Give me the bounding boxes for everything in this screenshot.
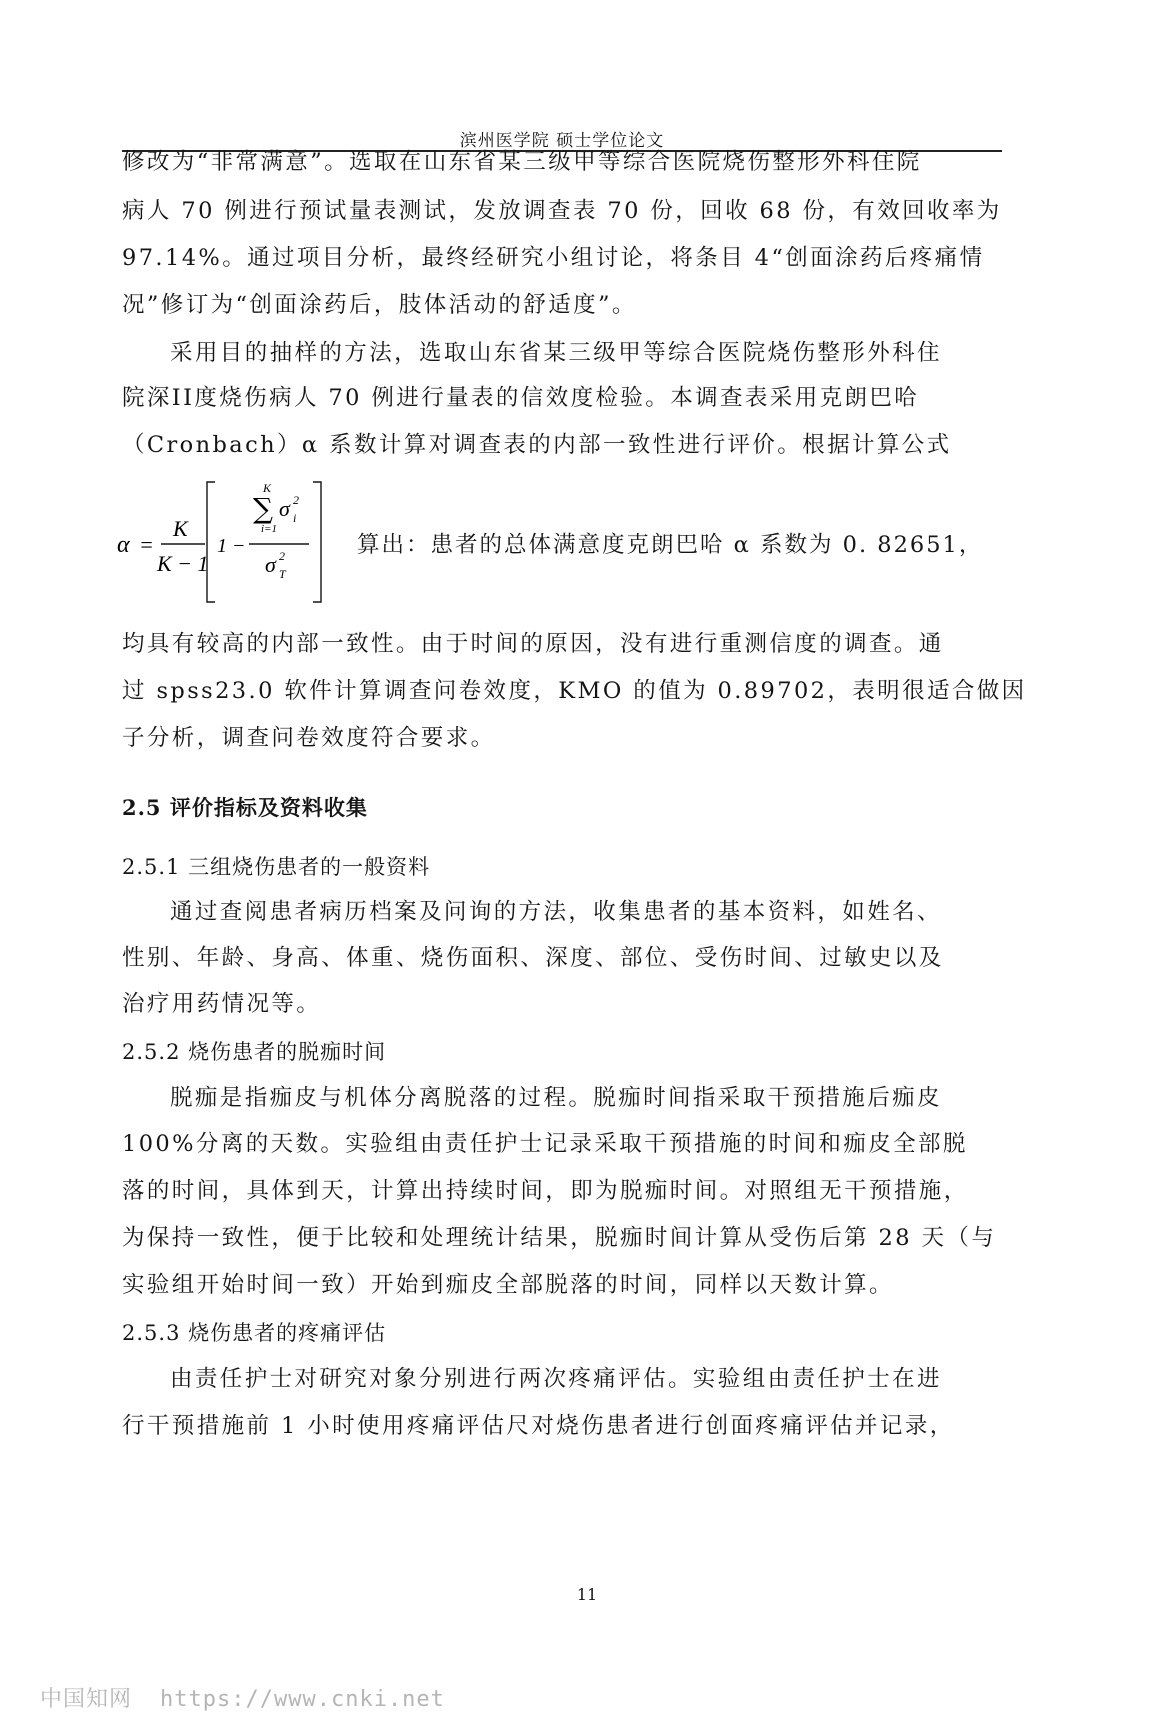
body-line: 落的时间，具体到天，计算出持续时间，即为脱痂时间。对照组无干预措施，	[122, 1178, 969, 1204]
body-line: 97.14%。通过项目分析，最终经研究小组讨论，将条目 4“创面涂药后疼痛情	[122, 245, 985, 271]
body-line: 子分析，调查问卷效度符合要求。	[122, 725, 496, 751]
svg-text:∑: ∑	[253, 492, 273, 525]
subsection-heading: 2.5.1 三组烧伤患者的一般资料	[122, 855, 431, 879]
body-line: 采用目的抽样的方法，选取山东省某三级甲等综合医院烧伤整形外科住	[170, 340, 942, 366]
body-line: 病人 70 例进行预试量表测试，发放调查表 70 份，回收 68 份，有效回收率为	[122, 198, 1002, 224]
svg-text:T: T	[279, 567, 286, 581]
body-line: 脱痂是指痂皮与机体分离脱落的过程。脱痂时间指采取干预措施后痂皮	[170, 1085, 942, 1111]
sum-upper-limit: K	[263, 481, 272, 495]
sum-lower-limit: i=1	[261, 523, 277, 535]
body-line: 均具有较高的内部一致性。由于时间的原因，没有进行重测信度的调查。通	[122, 631, 944, 657]
body-line: 过 spss23.0 软件计算调查问卷效度，KMO 的值为 0.89702，表明很适合做因	[122, 678, 1027, 704]
body-line: 况”修订为“创面涂药后，肢体活动的舒适度”。	[122, 292, 637, 318]
svg-text:i: i	[293, 511, 297, 525]
formula-result-text: 算出：患者的总体满意度克朗巴哈 α 系数为 0. 82651，	[357, 532, 984, 558]
svg-text:2: 2	[279, 549, 285, 563]
body-line: （Cronbach）α 系数计算对调查表的内部一致性进行评价。根据计算公式	[122, 432, 952, 458]
one-minus: 1 −	[217, 535, 246, 557]
body-line: 通过查阅患者病历档案及问询的方法，收集患者的基本资料，如姓名、	[170, 899, 942, 925]
watermark	[40, 1682, 445, 1713]
watermark-logo-text: 中国知网	[40, 1687, 133, 1712]
sigma-t: σ	[265, 552, 276, 577]
alpha-symbol: α	[117, 532, 130, 558]
body-line: 实验组开始时间一致）开始到痂皮全部脱落的时间，同样以天数计算。	[122, 1272, 894, 1298]
body-line: 为保持一致性，便于比较和处理统计结果，脱痂时间计算从受伤后第 28 天（与	[122, 1225, 997, 1251]
body-line: 治疗用药情况等。	[122, 991, 322, 1017]
body-line: 行干预措施前 1 小时使用疼痛评估尺对烧伤患者进行创面疼痛评估并记录，	[122, 1413, 955, 1439]
svg-text:2: 2	[293, 493, 299, 507]
body-line: 修改为“非常满意”。选取在山东省某三级甲等综合医院烧伤整形外科住院	[122, 149, 922, 175]
denominator-k-minus-1: K − 1	[157, 551, 209, 576]
numerator-k: K	[173, 516, 188, 541]
sigma-i: σ	[279, 496, 290, 521]
subsection-heading: 2.5.3 烧伤患者的疼痛评估	[122, 1321, 387, 1345]
page-number: 11	[576, 1585, 598, 1604]
body-line: 性别、年龄、身高、体重、烧伤面积、深度、部位、受伤时间、过敏史以及	[122, 945, 944, 971]
section-heading: 2.5 评价指标及资料收集	[122, 795, 368, 820]
body-line: 100%分离的天数。实验组由责任护士记录采取干预措施的时间和痂皮全部脱	[122, 1131, 968, 1157]
running-header: 滨州医学院 硕士学位论文	[459, 131, 665, 151]
body-line: 院深II度烧伤病人 70 例进行量表的信效度检验。本调查表采用克朗巴哈	[122, 385, 920, 411]
cronbach-alpha-formula	[115, 474, 355, 604]
watermark-url: https://www.cnki.net	[160, 1687, 445, 1712]
body-line: 由责任护士对研究对象分别进行两次疼痛评估。实验组由责任护士在进	[170, 1366, 942, 1392]
equals-sign: =	[139, 532, 154, 557]
subsection-heading: 2.5.2 烧伤患者的脱痂时间	[122, 1040, 387, 1064]
